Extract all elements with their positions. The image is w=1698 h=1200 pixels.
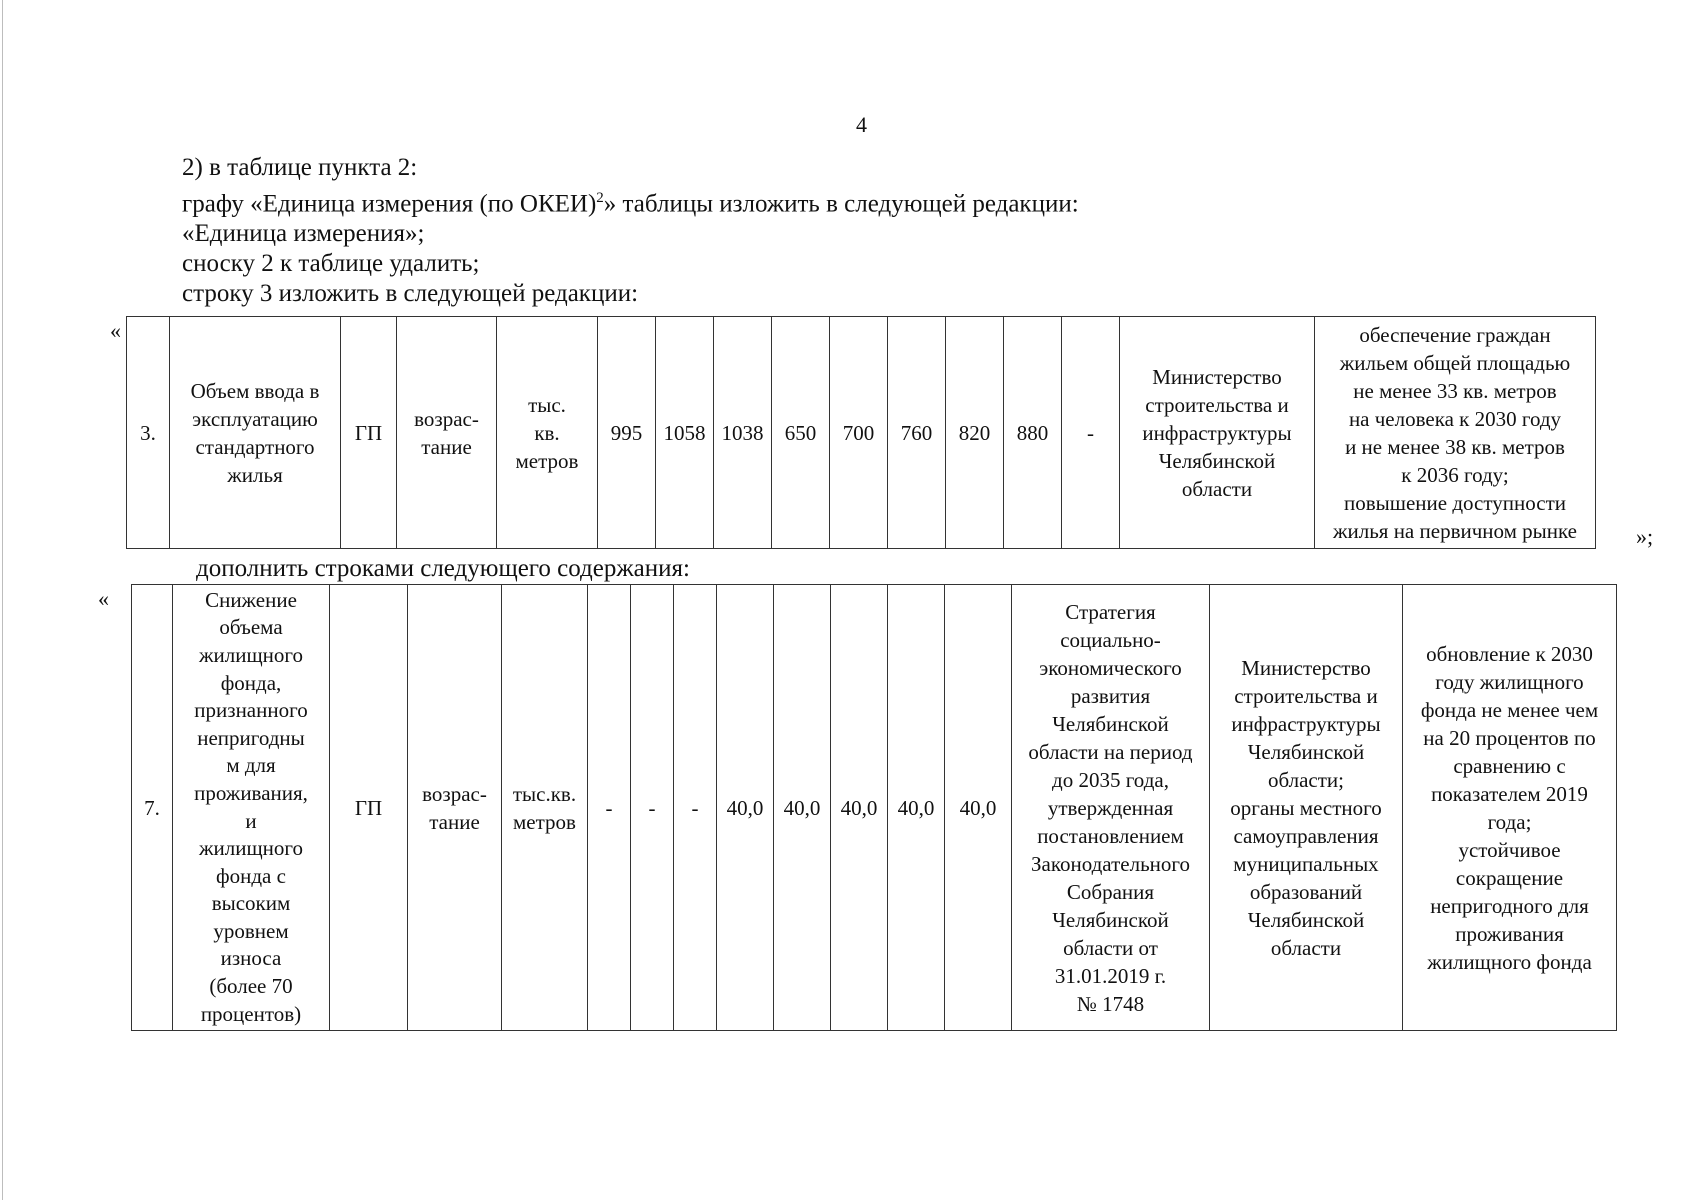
table-row	[127, 317, 1596, 549]
value-cell: 995	[598, 317, 656, 549]
intro-text	[182, 153, 1079, 309]
value-cell: 760	[888, 317, 946, 549]
value-cell: 40,0	[831, 585, 888, 1031]
value-cell: 880	[1004, 317, 1062, 549]
value-cell: 820	[946, 317, 1004, 549]
row-number: 3.	[127, 317, 170, 549]
open-quote-1: «	[110, 318, 121, 343]
responsible-body: Министерство строительства и инфраструктуры Челябинской области	[1120, 317, 1315, 549]
responsible-body: Министерство строительства и инфраструктуры Челябинской области; органы местного самоуправления муниципальных образований Челябинской области	[1210, 585, 1403, 1031]
intro-line-2-post: » таблицы изложить в следующей редакции:	[603, 190, 1079, 218]
value-cell: -	[1062, 317, 1120, 549]
open-quote-2: «	[98, 586, 109, 611]
expected-result: обеспечение граждан жильем общей площадью не менее 33 кв. метров на человека к 2030 году и не менее 38 кв. метров к 2036 году; повышение доступности жилья на первичном рынке	[1315, 317, 1596, 549]
table-row-7	[131, 584, 1617, 1031]
trend: возрас- тание	[408, 585, 502, 1031]
intro-line-4: сноску 2 к таблице удалить;	[182, 250, 480, 278]
row-number: 7.	[132, 585, 173, 1031]
document-code: ГП	[341, 317, 397, 549]
value-cell: 40,0	[888, 585, 945, 1031]
table-row-3	[126, 316, 1596, 549]
intro-line-5: строку 3 изложить в следующей редакции:	[182, 280, 639, 308]
value-cell: -	[674, 585, 717, 1031]
value-cell: 40,0	[717, 585, 774, 1031]
intro-line-1: 2) в таблице пункта 2:	[182, 154, 418, 181]
trend: возрас- тание	[397, 317, 497, 549]
unit: тыс. кв. метров	[497, 317, 598, 549]
page-edge-line	[2, 0, 3, 1200]
page-number: 4	[856, 112, 867, 137]
basis-document: Стратегия социально- экономического развития Челябинской области на период до 2035 года, утвержденная постановлением Законодательного Собрания Челябинской области от 31.01.2019 г. № 1748	[1012, 585, 1210, 1031]
value-cell: 650	[772, 317, 830, 549]
value-cell: 700	[830, 317, 888, 549]
value-cell: 40,0	[945, 585, 1012, 1031]
value-cell: 1058	[656, 317, 714, 549]
close-quote-1: »;	[1636, 524, 1654, 549]
document-code: ГП	[330, 585, 408, 1031]
indicator-name: Снижение объема жилищного фонда, признанного непригодны м для проживания, и жилищного фонда с высоким уровнем износа (более 70 процентов)	[173, 585, 330, 1031]
intro-line-2-pre: графу «Единица измерения (по ОКЕИ)	[182, 190, 597, 218]
intro-line-3: «Единица измерения»;	[182, 220, 425, 248]
expected-result: обновление к 2030 году жилищного фонда не менее чем на 20 процентов по сравнению с показателем 2019 года; устойчивое сокращение непригодного для проживания жилищного фонда	[1403, 585, 1617, 1031]
unit: тыс.кв. метров	[502, 585, 588, 1031]
footnote-mark: 2	[596, 190, 604, 206]
value-cell: -	[631, 585, 674, 1031]
indicator-name: Объем ввода в эксплуатацию стандартного жилья	[170, 317, 341, 549]
value-cell: -	[588, 585, 631, 1031]
intro-line-2	[182, 183, 1079, 219]
table-row	[132, 585, 1617, 1031]
supplement-line: дополнить строками следующего содержания:	[196, 555, 690, 582]
value-cell: 1038	[714, 317, 772, 549]
value-cell: 40,0	[774, 585, 831, 1031]
